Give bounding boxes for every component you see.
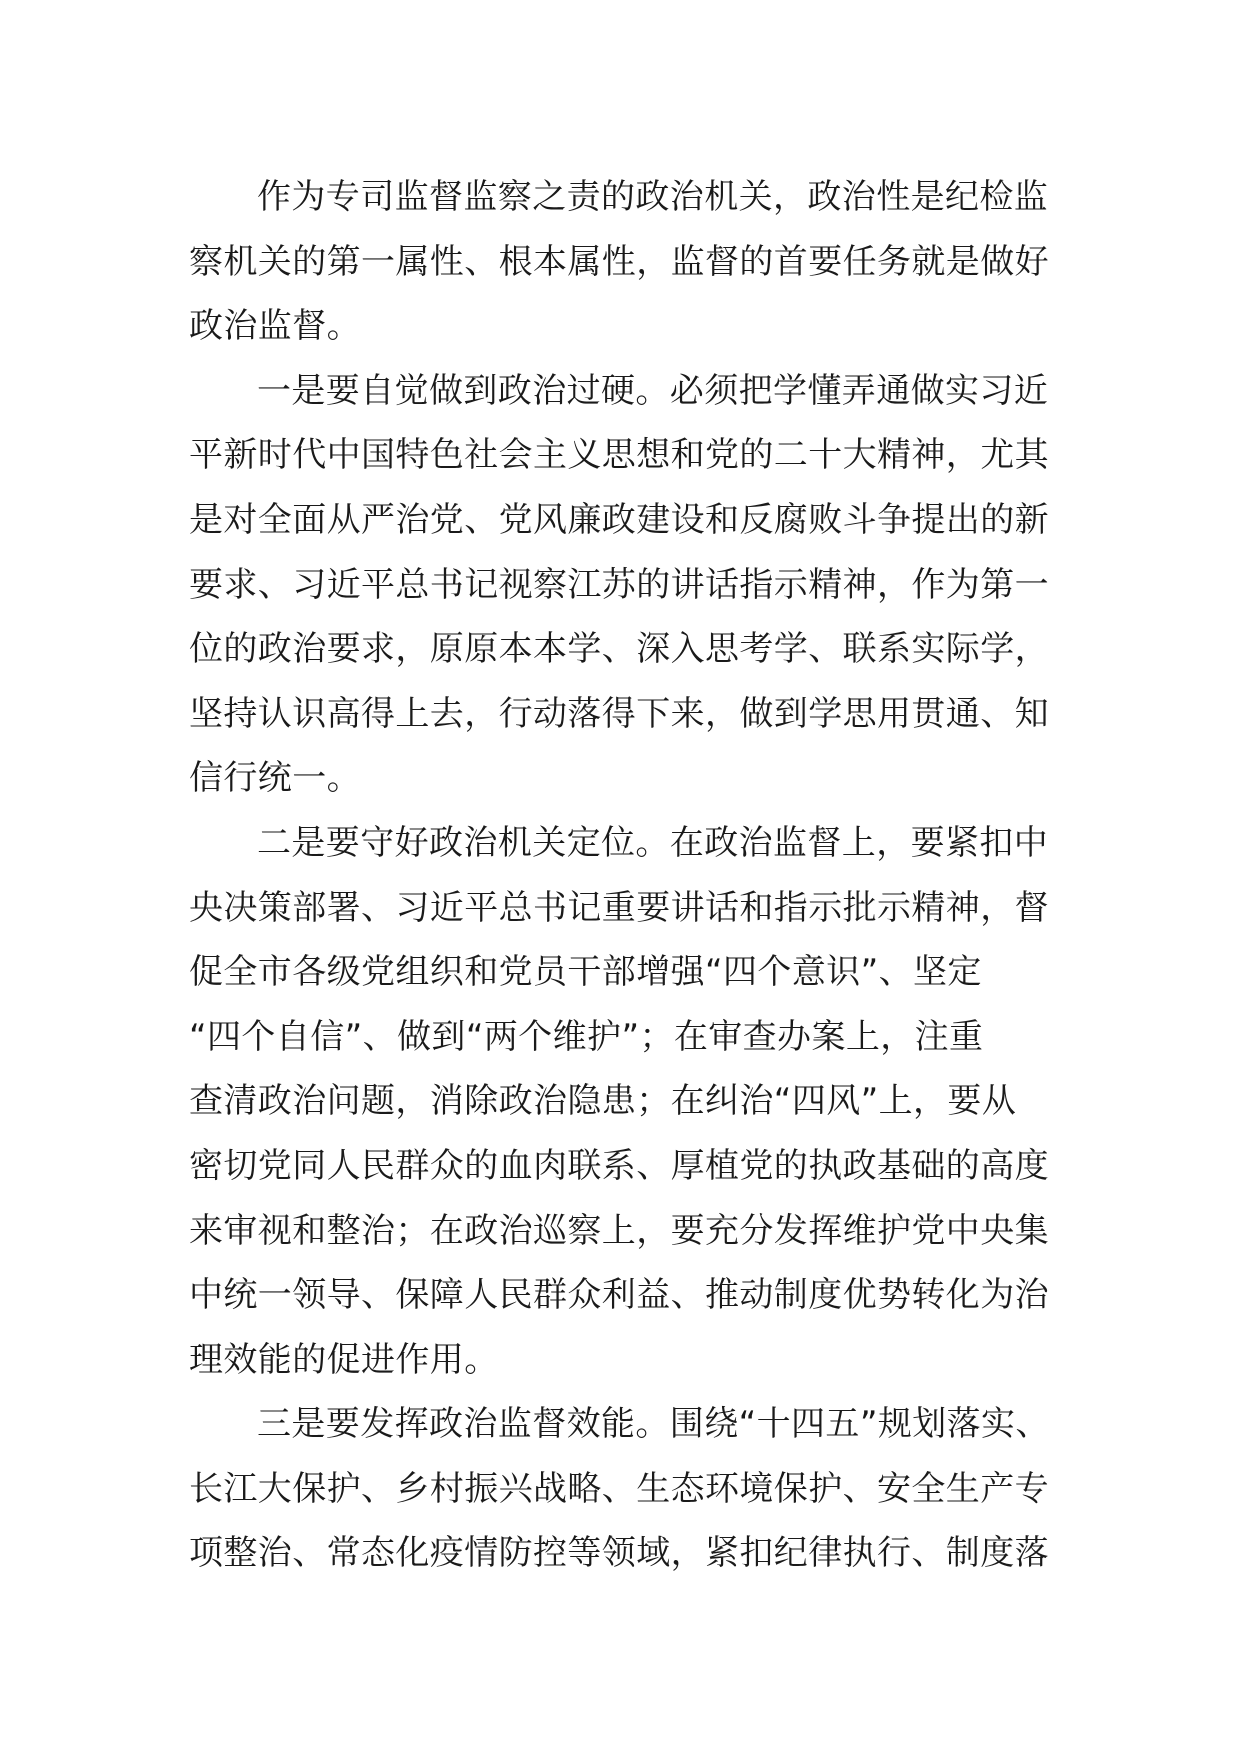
text-line: 一是要自觉做到政治过硬。必须把学懂弄通做实习近	[257, 370, 1049, 411]
text-line: 促全市各级党组织和党员干部增强“四个意识”、坚定	[189, 952, 982, 993]
text-line: 项整治、常态化疫情防控等领域，紧扣纪律执行、制度落	[189, 1533, 1049, 1574]
text-line: 中统一领导、保障人民群众利益、推动制度优势转化为治	[189, 1275, 1049, 1316]
text-line: 央决策部署、习近平总书记重要讲话和指示批示精神，督	[189, 887, 1049, 928]
text-line: 长江大保护、乡村振兴战略、生态环境保护、安全生产专	[189, 1468, 1049, 1509]
paragraph-intro	[189, 165, 1057, 359]
text-line: 察机关的第一属性、根本属性，监督的首要任务就是做好	[189, 241, 1049, 282]
text-line: 位的政治要求，原原本本学、深入思考学、联系实际学，	[189, 629, 1049, 670]
paragraph-point-three	[189, 1392, 1057, 1586]
text-line: 查清政治问题，消除政治隐患；在纠治“四风”上，要从	[189, 1081, 1017, 1122]
body-text	[189, 165, 1057, 1586]
text-line: 信行统一。	[189, 758, 361, 799]
paragraph-point-one	[189, 359, 1057, 811]
text-line: “四个自信”、做到“两个维护”；在审查办案上，注重	[189, 1016, 984, 1057]
text-line: 理效能的促进作用。	[189, 1339, 499, 1380]
text-line: 坚持认识高得上去，行动落得下来，做到学思用贯通、知	[189, 693, 1049, 734]
paragraph-point-two	[189, 811, 1057, 1392]
text-line: 作为专司监督监察之责的政治机关，政治性是纪检监	[257, 177, 1049, 217]
text-line: 政治监督。	[189, 306, 361, 347]
text-line: 密切党同人民群众的血肉联系、厚植党的执政基础的高度	[189, 1145, 1049, 1186]
text-line: 二是要守好政治机关定位。在政治监督上，要紧扣中	[257, 822, 1049, 863]
text-line: 来审视和整治；在政治巡察上，要充分发挥维护党中央集	[189, 1210, 1049, 1251]
text-line: 平新时代中国特色社会主义思想和党的二十大精神，尤其	[189, 435, 1049, 476]
text-line: 三是要发挥政治监督效能。围绕“十四五”规划落实、	[257, 1404, 1050, 1445]
text-line: 要求、习近平总书记视察江苏的讲话指示精神，作为第一	[189, 564, 1049, 605]
text-line: 是对全面从严治党、党风廉政建设和反腐败斗争提出的新	[189, 499, 1049, 540]
